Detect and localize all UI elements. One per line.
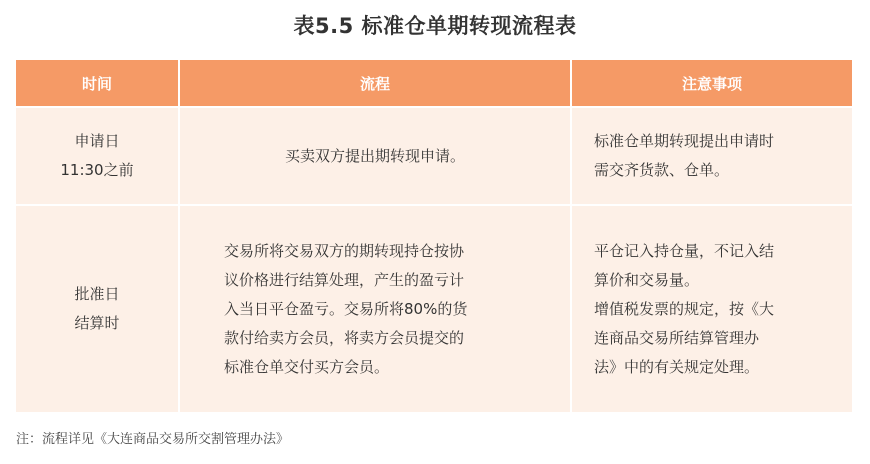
cell-line: 结算时 <box>74 314 120 332</box>
cell-flow <box>179 205 571 412</box>
column-header-notes: 注意事项 <box>571 60 852 107</box>
cell-line: 买卖双方提出期转现申请。 <box>284 146 465 165</box>
cell-time <box>16 205 179 412</box>
column-header-flow: 流程 <box>179 60 571 107</box>
table-row <box>16 205 852 412</box>
cell-flow <box>179 107 571 205</box>
cell-line: 议价格进行结算处理，产生的盈亏计 <box>224 270 465 289</box>
table-header-row <box>16 60 852 107</box>
process-table <box>16 60 852 412</box>
cell-notes <box>571 107 852 205</box>
cell-line: 款付给卖方会员，将卖方会员提交的 <box>224 328 465 347</box>
cell-line: 交易所将交易双方的期转现持仓按协 <box>224 241 465 260</box>
cell-line: 算价和交易量。 <box>594 270 700 289</box>
cell-line: 申请日 <box>74 132 120 150</box>
page-title: 表5.5 标准仓单期转现流程表 <box>293 14 577 38</box>
cell-line: 增值税发票的规定，按《大 <box>594 299 775 318</box>
cell-line: 平仓记入持仓量，不记入结 <box>594 241 775 260</box>
cell-line: 法》中的有关规定处理。 <box>594 357 760 376</box>
cell-line: 连商品交易所结算管理办 <box>594 328 760 347</box>
cell-time <box>16 107 179 205</box>
cell-line: 批准日 <box>74 285 120 303</box>
column-header-time: 时间 <box>16 60 179 107</box>
cell-line: 标准仓单交付买方会员。 <box>224 357 390 376</box>
cell-line: 需交齐货款、仓单。 <box>594 161 730 179</box>
cell-line: 11:30之前 <box>60 161 134 179</box>
cell-line: 标准仓单期转现提出申请时 <box>594 132 775 150</box>
cell-notes <box>571 205 852 412</box>
footnote: 注：流程详见《大连商品交易所交割管理办法》 <box>16 432 290 447</box>
table-row <box>16 107 852 205</box>
cell-line: 入当日平仓盈亏。交易所将80%的货 <box>224 299 468 318</box>
